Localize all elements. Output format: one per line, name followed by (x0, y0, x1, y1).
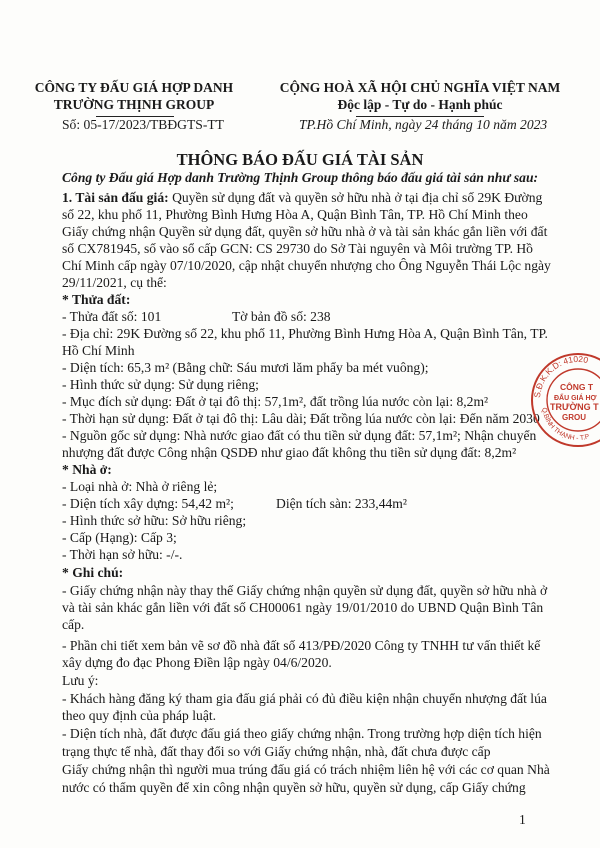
org-name-line2: TRƯỜNG THỊNH GROUP (53, 97, 215, 112)
caution-1a: - Khách hàng đăng ký tham gia đấu giá phải có đủ điều kiện nhận chuyển nhượng đất lúa (62, 691, 547, 706)
land-purpose: - Mục đích sử dụng: Đất ở tại đô thị: 57,1m², đất trồng lúa nước còn lại: 8,2m² (62, 394, 489, 409)
notes-heading: * Ghi chú: (62, 565, 124, 580)
land-map-sheet: Tờ bản đồ số: 238 (232, 309, 331, 324)
caution-2d: nước có thẩm quyền để xin công nhận quyền sở hữu, quyền sử dụng, cấp Giấy chứng (62, 780, 526, 795)
land-address-2: Hồ Chí Minh (62, 343, 135, 358)
doc-number: Số: 05-17/2023/TBĐGTS-TT (62, 117, 224, 132)
note-1c: cấp. (62, 617, 85, 632)
company-seal-stamp (528, 350, 600, 450)
land-area: - Diện tích: 65,3 m² (Bằng chữ: Sáu mươi lăm phẩy ba mét vuông); (62, 360, 429, 375)
org-name-line1: CÔNG TY ĐẤU GIÁ HỢP DANH (34, 80, 234, 95)
section1-line5: Chí Minh cấp ngày 07/10/2020, cập nhật chuyển nhượng cho Ông Nguyễn Thái Lộc ngày (62, 258, 551, 273)
stamp-center-3: TRƯỜNG T (550, 402, 599, 412)
motto: Độc lập - Tự do - Hạnh phúc (337, 97, 503, 112)
house-term: - Thời hạn sở hữu: -/-. (62, 547, 183, 562)
house-build-area: - Diện tích xây dựng: 54,42 m²; (62, 496, 234, 511)
note-1b: và tài sản khác gắn liền với đất số CH00061 ngày 19/01/2010 do UBND Quận Bình Tân (62, 600, 544, 615)
land-term: - Thời hạn sử dụng: Đất ở tại đô thị: Lâu dài; Đất trồng lúa nước còn lại: Đến năm 2030 (62, 411, 540, 426)
house-grade: - Cấp (Hạng): Cấp 3; (62, 530, 177, 545)
page-title: THÔNG BÁO ĐẤU GIÁ TÀI SẢN (176, 150, 424, 169)
land-origin-2: nhượng đất được Công nhận QSDĐ như giao đất không thu tiền sử dụng đất: 8,2m² (62, 445, 517, 460)
house-type: - Loại nhà ở: Nhà ở riêng lẻ; (62, 479, 218, 494)
house-heading: * Nhà ở: (62, 462, 112, 477)
note-1a: - Giấy chứng nhận này thay thế Giấy chứng nhận quyền sử dụng đất, quyền sở hữu nhà ở (62, 583, 548, 598)
land-heading: * Thửa đất: (62, 292, 131, 307)
stamp-bottom-text: Q.BÌNH THẠNH - T.P (540, 407, 591, 443)
place-date: TP.Hồ Chí Minh, ngày 24 tháng 10 năm 2023 (299, 117, 548, 132)
land-form: - Hình thức sử dụng: Sử dụng riêng; (62, 377, 259, 392)
caution-2c: Giấy chứng nhận thì người mua trúng đấu giá có trách nhiệm liên hệ với các cơ quan Nhà (62, 762, 550, 777)
house-floor-area: Diện tích sàn: 233,44m² (276, 496, 407, 511)
stamp-center-4: GROU (562, 413, 586, 422)
country-name: CỘNG HOÀ XÃ HỘI CHỦ NGHĨA VIỆT NAM (279, 80, 561, 95)
caution-2a: - Diện tích nhà, đất được đấu giá theo giấy chứng nhận. Trong trường hợp diện tích hiện (62, 726, 542, 741)
caution-heading: Lưu ý: (62, 673, 99, 688)
page-number: 1 (519, 812, 526, 827)
section1-line2: số 22, khu phố 11, Phường Bình Hưng Hòa A, Quận Bình Tân, TP. Hồ Chí Minh theo (62, 207, 528, 222)
section1-line1 (62, 190, 542, 206)
stamp-center-2: ĐẤU GIÁ HỢ (554, 395, 597, 402)
section1-line6: 29/11/2021, cụ thể: (62, 275, 167, 290)
section1-line3: Giấy chứng nhận Quyền sử dụng đất, quyền sở hữu nhà ở và tài sản khác gắn liền với đất (62, 224, 548, 239)
stamp-ring-text: S.Đ.K.K.D: 41020 (532, 353, 590, 399)
stamp-center-1: CÔNG T (560, 382, 594, 392)
land-origin-1: - Nguồn gốc sử dụng: Nhà nước giao đất có thu tiền sử dụng đất: 57,1m²; Nhận chuyển (62, 428, 537, 443)
house-ownership: - Hình thức sở hữu: Sở hữu riêng; (62, 513, 247, 528)
caution-1b: theo quy định của pháp luật. (62, 708, 217, 723)
note-2a: - Phần chi tiết xem bản vẽ sơ đồ nhà đất số 413/PĐ/2020 Công ty TNHH tư vấn thiết kế (62, 638, 541, 653)
section1-label: 1. Tài sản đấu giá: (62, 190, 169, 205)
caution-2b: trạng thực tế nhà, đất thay đổi so với Giấy chứng nhận, nhà, đất chưa được cấp (62, 744, 491, 759)
page-subtitle: Công ty Đấu giá Hợp danh Trường Thịnh Group thông báo đấu giá tài sản như sau: (61, 170, 539, 185)
section1-line4: số CX781945, số vào sổ cấp GCN: CS 29730 do Sở Tài nguyên và Môi trường TP. Hồ (62, 241, 533, 256)
land-parcel: - Thửa đất số: 101 (62, 309, 162, 324)
land-address-1: - Địa chỉ: 29K Đường số 22, khu phố 11, Phường Bình Hưng Hòa A, Quận Bình Tân, TP. (62, 326, 548, 341)
section1-text1: Quyền sử dụng đất và quyền sở hữu nhà ở tại địa chỉ số 29K Đường (172, 190, 543, 205)
note-2b: xây dựng đo đạc Phong Điền lập ngày 04/6/2020. (62, 655, 332, 670)
